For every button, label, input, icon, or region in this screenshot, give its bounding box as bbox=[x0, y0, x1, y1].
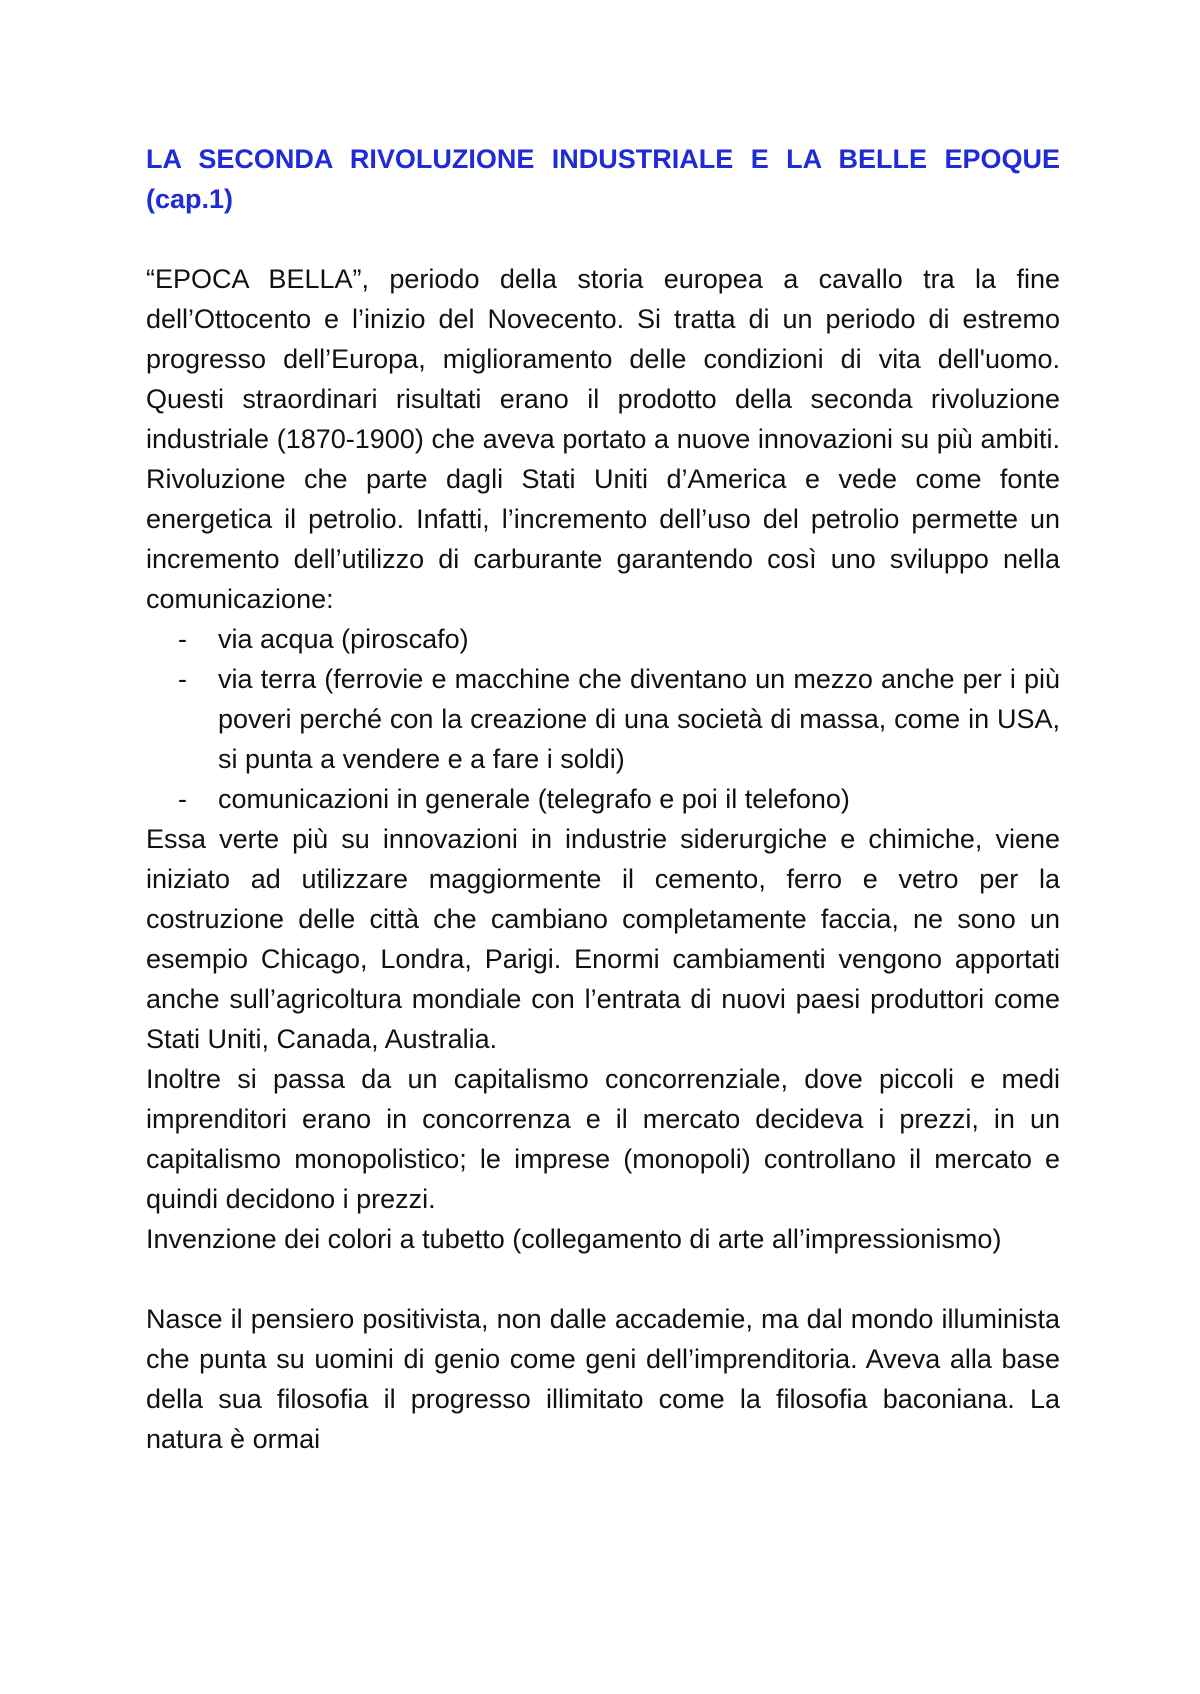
list-item bbox=[178, 619, 1060, 659]
list-item-text: via acqua (piroscafo) bbox=[218, 624, 469, 654]
paragraph-colors: Invenzione dei colori a tubetto (collegamento di arte all’impressionismo) bbox=[146, 1224, 1002, 1254]
paragraph-epoca-bella: “EPOCA BELLA”, periodo della storia europea a cavallo tra la fine dell’Ottocento e l’inizio del Novecento. Si tratta di un periodo di estremo progresso dell’Europa, miglioramento delle condizioni di vita dell'uomo. Questi straordinari risultati erano il prodotto della seconda rivoluzione industriale (1870-1900) che aveva portato a nuove innovazioni su più ambiti. Rivoluzione che parte dagli Stati Uniti d’America e vede come fonte energetica il petrolio. Infatti, l’incremento dell’uso del petrolio permette un incremento dell’utilizzo di carburante garantendo così uno sviluppo nella comunicazione: bbox=[146, 264, 1060, 614]
list-item-text: via terra (ferrovie e macchine che diventano un mezzo anche per i più poveri perché con la creazione di una società di massa, come in USA, si punta a vendere e a fare i soldi) bbox=[218, 664, 1060, 774]
bullet-marker: - bbox=[178, 784, 187, 814]
list-item-text: comunicazioni in generale (telegrafo e poi il telefono) bbox=[218, 784, 850, 814]
communication-list bbox=[146, 619, 1060, 819]
document-title: LA SECONDA RIVOLUZIONE INDUSTRIALE E LA BELLE EPOQUE (cap.1) bbox=[146, 144, 1060, 214]
paragraph-innovations: Essa verte più su innovazioni in industrie siderurgiche e chimiche, viene iniziato ad utilizzare maggiormente il cemento, ferro e vetro per la costruzione delle città che cambiano completamente faccia, ne sono un esempio Chicago, Londra, Parigi. Enormi cambiamenti vengono apportati anche sull’agricoltura mondiale con l’entrata di nuovi paesi produttori come Stati Uniti, Canada, Australia. bbox=[146, 824, 1060, 1054]
paragraph-capitalism: Inoltre si passa da un capitalismo concorrenziale, dove piccoli e medi imprenditori erano in concorrenza e il mercato decideva i prezzi, in un capitalismo monopolistico; le imprese (monopoli) controllano il mercato e quindi decidono i prezzi. bbox=[146, 1064, 1060, 1214]
document-body bbox=[146, 139, 1060, 1459]
list-item bbox=[178, 659, 1060, 779]
bullet-marker: - bbox=[178, 664, 187, 694]
list-item bbox=[178, 779, 1060, 819]
paragraph-positivism: Nasce il pensiero positivista, non dalle accademie, ma dal mondo illuminista che punta su uomini di genio come geni dell’imprenditoria. Aveva alla base della sua filosofia il progresso illimitato come la filosofia baconiana. La natura è ormai bbox=[146, 1304, 1060, 1454]
bullet-marker: - bbox=[178, 624, 187, 654]
